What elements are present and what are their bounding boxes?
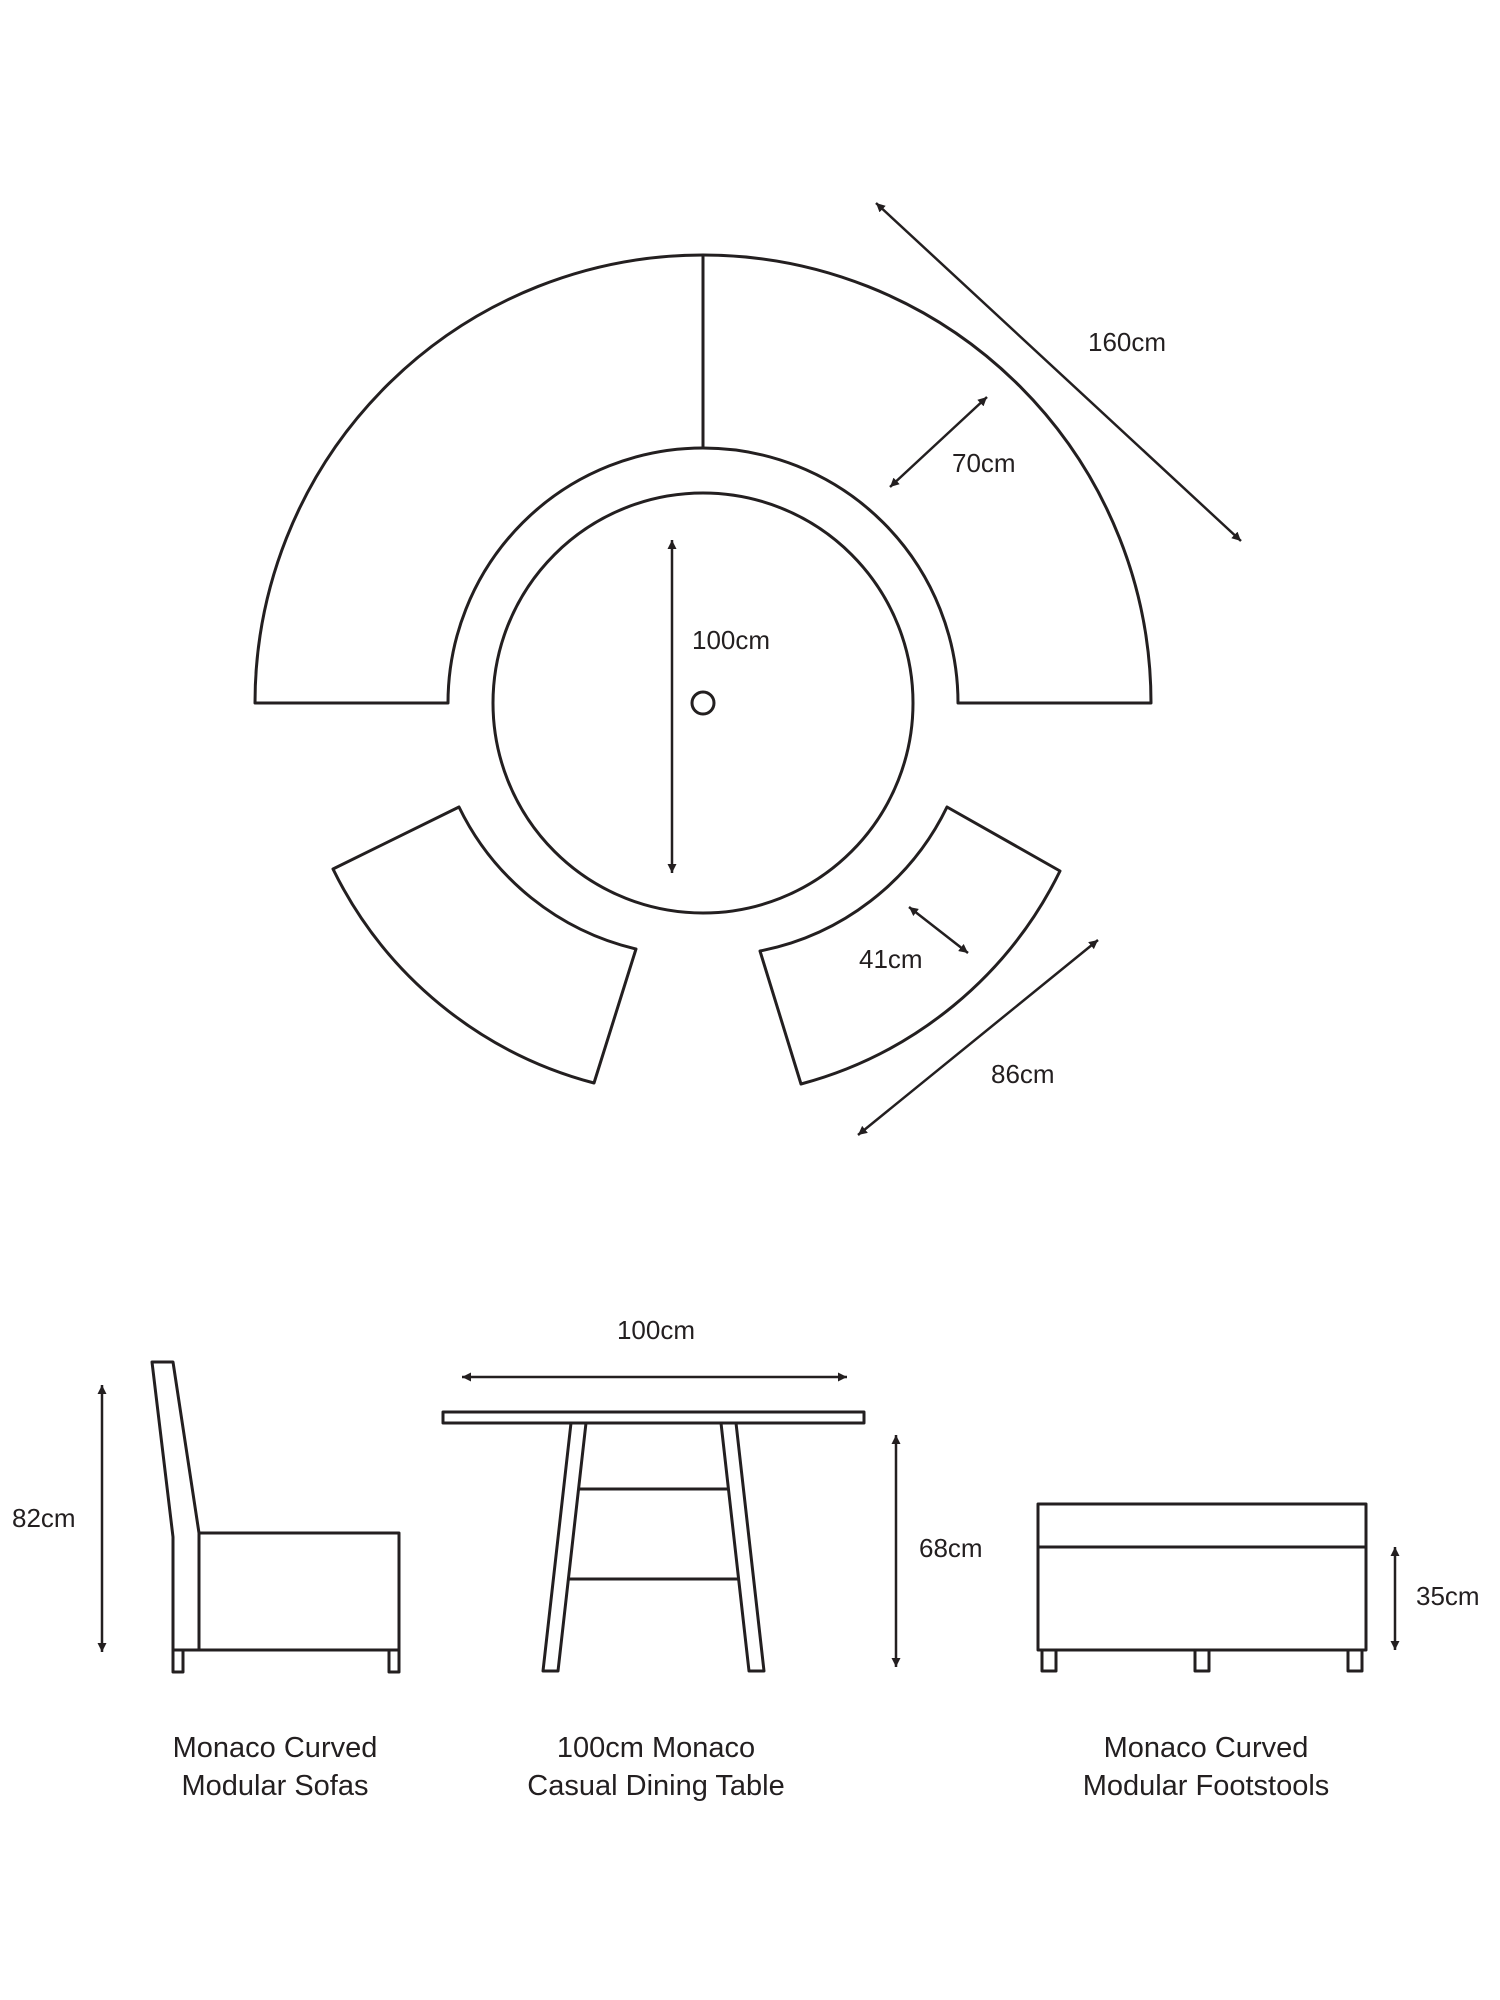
footstool-depth-label: 41cm xyxy=(859,944,923,974)
footstool-width-label: 86cm xyxy=(991,1059,1055,1089)
sofa-height-label: 82cm xyxy=(12,1503,76,1533)
parasol-hole xyxy=(692,692,714,714)
footstool-caption-line-2: Modular Footstools xyxy=(1082,1770,1330,1802)
table-diameter-label: 100cm xyxy=(692,625,771,655)
footstool-left-foot-icon xyxy=(1042,1650,1056,1671)
footstool-side-elevation xyxy=(1038,1504,1480,1671)
footstool-cushion xyxy=(1038,1504,1366,1547)
sofa-side-elevation xyxy=(12,1362,399,1672)
footstool-caption-line-1: Monaco Curved xyxy=(1103,1732,1309,1764)
table-width-label: 100cm xyxy=(616,1315,696,1345)
sofa-backrest xyxy=(152,1362,199,1650)
footstool-right-foot-icon xyxy=(1348,1650,1362,1671)
sofa-depth-label: 70cm xyxy=(952,448,1016,478)
table-right-leg xyxy=(721,1423,764,1671)
table-top-elevation xyxy=(443,1412,864,1423)
footstool-middle-foot-icon xyxy=(1195,1650,1209,1671)
left-footstool-outline xyxy=(333,807,636,1083)
table-caption-line-2: Casual Dining Table xyxy=(527,1770,785,1802)
captions xyxy=(173,1732,1330,1802)
footstool-height-label: 35cm xyxy=(1416,1581,1480,1611)
sofa-caption-line-2: Modular Sofas xyxy=(181,1770,369,1802)
table-caption-line-1: 100cm Monaco xyxy=(556,1732,756,1764)
overall-width-arrow xyxy=(876,203,1241,541)
sofa-front-leg-icon xyxy=(173,1650,183,1672)
round-table-top xyxy=(493,493,913,913)
table-side-elevation xyxy=(443,1315,983,1671)
top-view-plan xyxy=(255,203,1241,1135)
sofa-seat xyxy=(199,1533,399,1650)
table-left-leg xyxy=(543,1423,586,1671)
table-height-label: 68cm xyxy=(919,1533,983,1563)
sofa-caption-line-1: Monaco Curved xyxy=(172,1732,378,1764)
footstool-base xyxy=(1038,1547,1366,1650)
sofa-back-leg-icon xyxy=(389,1650,399,1672)
overall-width-label: 160cm xyxy=(1088,327,1167,357)
